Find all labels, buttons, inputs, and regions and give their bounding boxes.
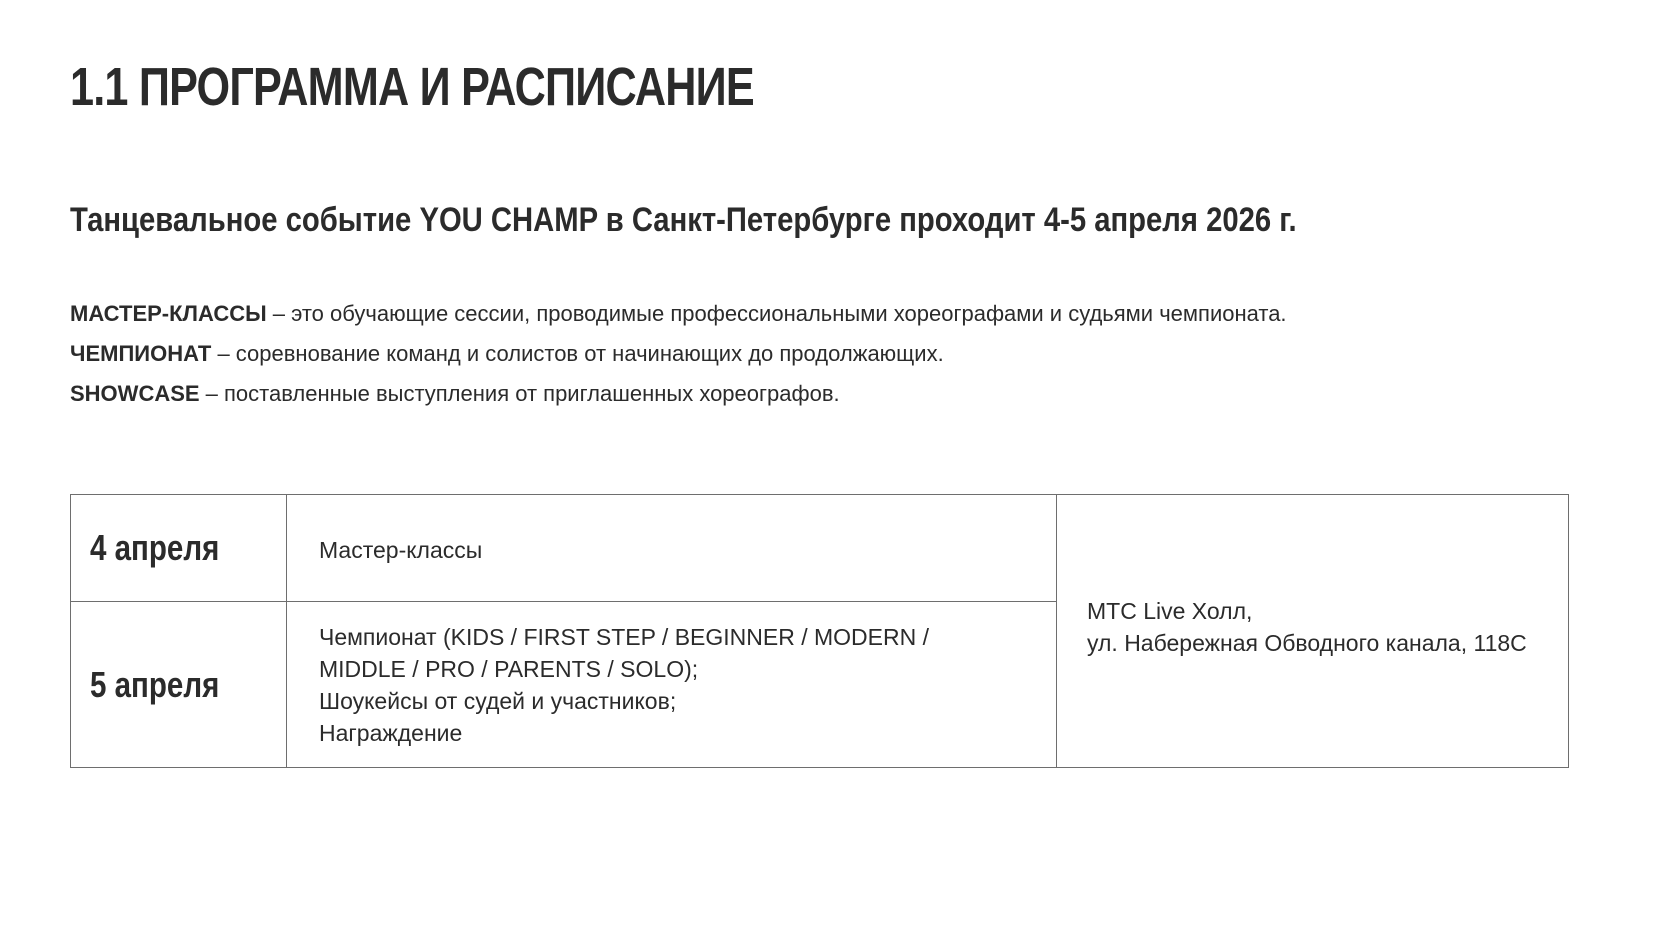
event-item: Шоукейсы от судей и участников; [319,688,677,714]
definition-term: ЧЕМПИОНАТ [70,341,212,366]
definition-text: – это обучающие сессии, проводимые профессиональными хореографами и судьями чемпионата. [266,301,1287,326]
date-label: 5 апреля [90,664,220,705]
schedule-table [70,494,1569,768]
date-label: 4 апреля [90,527,220,568]
event-item: Мастер-классы [319,537,483,563]
venue-address: ул. Набережная Обводного канала, 118С [1087,630,1527,656]
table-cell-date-day1 [71,495,286,601]
definition-text: – поставленные выступления от приглашенных хореографов. [199,381,840,406]
event-item: Награждение [319,720,463,746]
definition-term: SHOWCASE [70,381,200,406]
definitions-list [70,294,1287,414]
definition-showcase [70,374,1287,414]
definition-text: – соревнование команд и солистов от начинающих до продолжающих. [211,341,944,366]
table-cell-events-day1 [287,495,1055,601]
definition-championship [70,334,1287,374]
venue-name: МТС Live Холл, [1087,598,1253,624]
event-subtitle: Танцевальное событие YOU CHAMP в Санкт-Петербурге проходит 4-5 апреля 2026 г. [70,201,1297,239]
event-item: MIDDLE / PRO / PARENTS / SOLO); [319,656,699,682]
table-cell-events-day2 [287,602,1055,768]
definition-master-classes [70,294,1287,334]
page-title: 1.1 ПРОГРАММА И РАСПИСАНИЕ [70,57,754,117]
definition-term: МАСТЕР-КЛАССЫ [70,301,267,326]
event-item: Чемпионат (KIDS / FIRST STEP / BEGINNER / MODERN / [319,624,929,650]
table-cell-date-day2 [71,602,286,768]
table-cell-venue [1057,495,1568,767]
